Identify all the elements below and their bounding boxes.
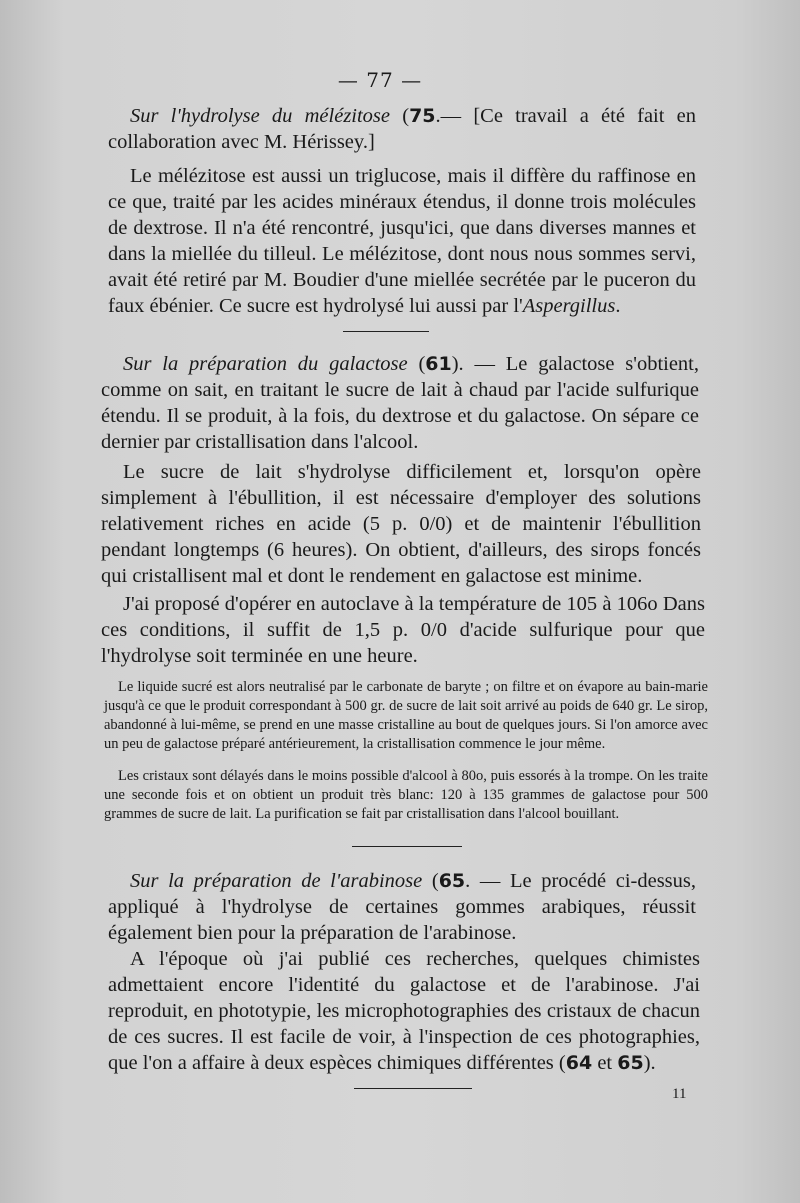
italic-term: Aspergillus [522, 295, 616, 317]
paragraph-text: J'ai proposé d'opérer en autoclave à la température de 105 à 106o Dans ces conditions, il suffit de 1,5 p. 0/0 d'acide sulfurique pour que l'hydrolyse soit terminée en une heure. [101, 593, 705, 667]
section-galactose-intro: Sur la préparation du galactose (61). — Le galactose s'obtient, comme on sait, en traitant le sucre de lait à chaud par l'acide sulfurique étendu. Il se produit, à la fois, du dextrose et du galactose. On sépare ce dernier par cristallisation dans l'alcool. [101, 353, 700, 453]
paragraph-text: . — Le procédé ci-dessus, appliqué à l'hydrolyse de certaines gommes arabiques, réussit également bien pour la préparation de l'arabinose. [108, 870, 696, 944]
paragraph-text: .— [Ce travail a été fait en collaboration avec M. Hérissey.] [108, 105, 697, 153]
reference-number: 65 [617, 1052, 644, 1074]
note-paragraph [104, 678, 708, 754]
section-melezitose-intro: Sur l'hydrolyse du mélézitose (75.— [Ce travail a été fait en collaboration avec M. Hérissey.] [108, 105, 697, 153]
reference-number: 64 [565, 1052, 593, 1074]
separator-rule [352, 846, 462, 847]
paragraph-text: Le mélézitose est aussi un triglucose, mais il diffère du raffinose en ce que, traité par les acides minéraux étendus, il donne trois molécules de dextrose. Il n'a été rencontré, jusqu'ici, que dans diverses mannes et dans la miellée du tilleul. Le mélézitose, dont nous nous sommes servi, avait été retiré par M. Boudier d'une miellée secrétée par le puceron du faux ébénier. Ce sucre est hydrolysé lui aussi par l' [108, 165, 696, 317]
note-text: Les cristaux sont délayés dans le moins possible d'alcool à 80o, puis essorés à la trompe. On les traite une seconde fois et on obtient un produit très blanc: 120 à 135 grammes de galactose pour 500 grammes de sucre de lait. La purification se fait par cristallisation dans l'alcool bouillant. [104, 768, 708, 822]
reference-number: 65 [438, 870, 466, 892]
page-number: — 77 — [337, 68, 423, 92]
paragraph-text: A l'époque où j'ai publié ces recherches, quelques chimistes admettaient encore l'identité du galactose et de l'arabinose. J'ai reproduit, en phototypie, les microphotographies des cristaux de chacun de ces sucres. Il est facile de voir, à l'inspection de ces photographies, que l'on a affaire à deux espèces chimiques différentes ( [108, 948, 700, 1074]
section-arabinose-intro: Sur la préparation de l'arabinose (65. — Le procédé ci-dessus, appliqué à l'hydrolyse de certaines gommes arabiques, réussit également bien pour la préparation de l'arabinose. [108, 870, 696, 944]
note-text: Le liquide sucré est alors neutralisé par le carbonate de baryte ; on filtre et on évapore au bain-marie jusqu'à ce que le produit correspondant à 500 gr. de sucre de lait soit arrivé au poids de 640 gr. Le sirop, abandonné à lui-même, se prend en une masse cristalline au bout de quelques jours. Si l'on amorce avec un peu de galactose préparé antérieurement, la cristallisation commence le jour même. [104, 679, 708, 752]
section-title: Sur la préparation du galactose [123, 353, 408, 375]
reference-number: 75 [409, 105, 436, 127]
paragraph-text: Le sucre de lait s'hydrolyse difficilement et, lorsqu'on opère simplement à l'ébullition, il est nécessaire d'employer des solutions relativement riches en acide (5 p. 0/0) et de maintenir l'ébullition pendant longtemps (6 heures). On obtient, d'ailleurs, des sirops foncés qui cristallisent mal et dont le rendement en galactose est minime. [101, 461, 701, 587]
note-paragraph [104, 767, 708, 824]
section-title: Sur la préparation de l'arabinose [130, 870, 423, 892]
signature-mark: 11 [672, 1086, 687, 1102]
section-galactose-p3 [101, 591, 705, 669]
section-arabinose-p2: A l'époque où j'ai publié ces recherches, quelques chimistes admettaient encore l'identité du galactose et de l'arabinose. J'ai reproduit, en phototypie, les microphotographies des cristaux de chacun de ces sucres. Il est facile de voir, à l'inspection de ces photographies, que l'on a affaire à deux espèces chimiques différentes (64 et 65). [108, 948, 700, 1074]
section-galactose-p2 [101, 459, 701, 589]
separator-rule [354, 1088, 472, 1089]
paragraph-text: ). — Le galactose s'obtient, comme on sait, en traitant le sucre de lait à chaud par l'acide sulfurique étendu. Il se produit, à la fois, du dextrose et du galactose. On sépare ce dernier par cristallisation dans l'alcool. [101, 353, 700, 453]
section-title: Sur l'hydrolyse du mélézitose [130, 105, 391, 127]
reference-number: 61 [425, 353, 452, 375]
separator-rule [343, 331, 429, 332]
section-melezitose-body: Le mélézitose est aussi un triglucose, mais il diffère du raffinose en ce que, traité par les acides minéraux étendus, il donne trois molécules de dextrose. Il n'a été rencontré, jusqu'ici, que dans diverses mannes et dans la miellée du tilleul. Le mélézitose, dont nous nous sommes servi, avait été retiré par M. Boudier d'une miellée secrétée par le puceron du faux ébénier. Ce sucre est hydrolysé lui aussi par l'Aspergillus. [108, 165, 696, 317]
